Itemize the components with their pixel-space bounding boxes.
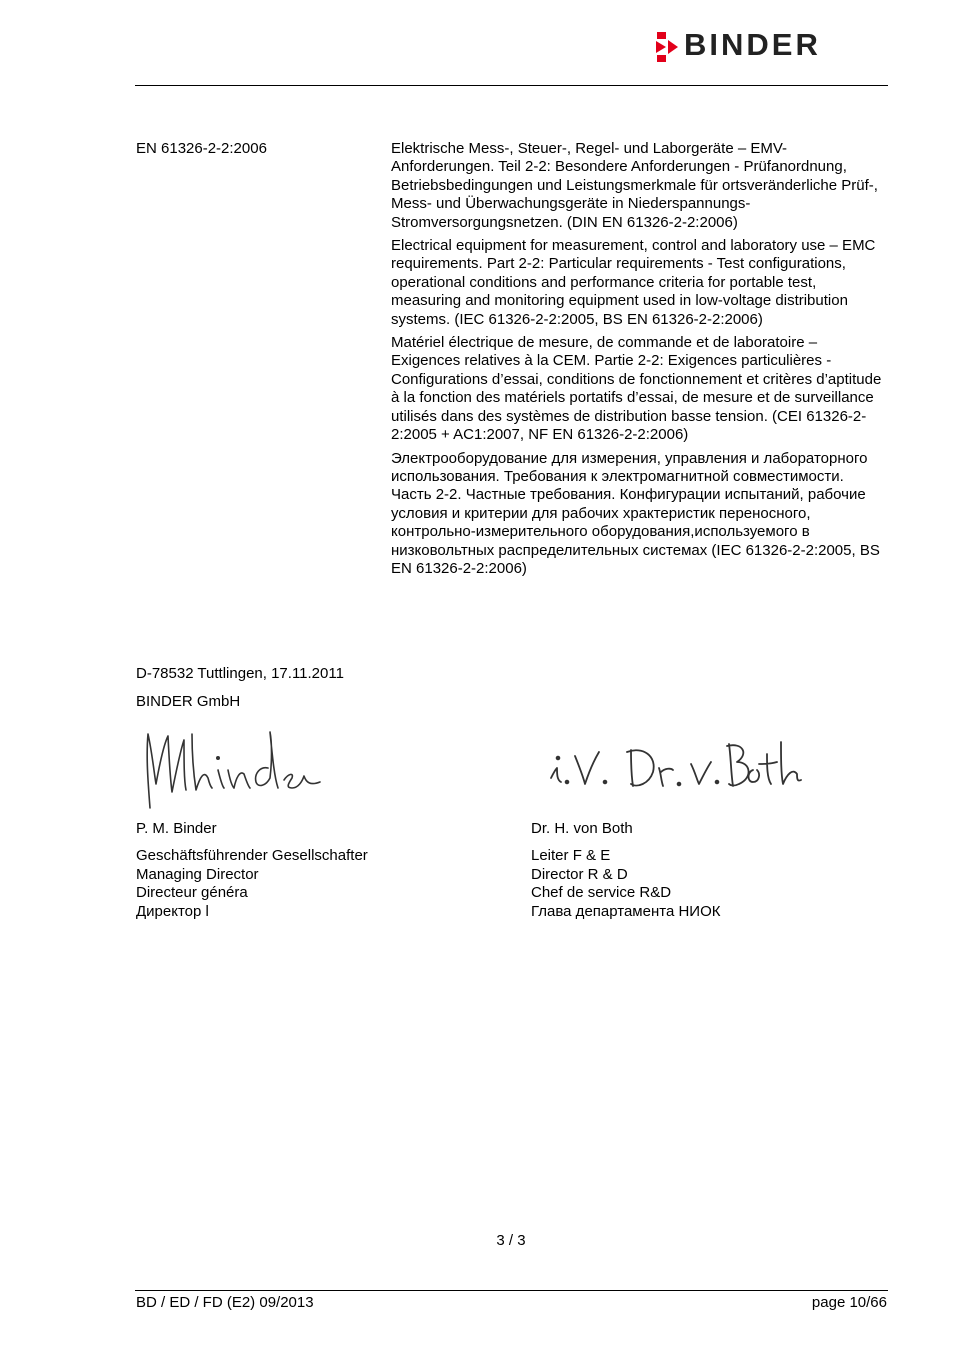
place-date: D-78532 Tuttlingen, 17.11.2011	[136, 665, 344, 682]
signatory-right-title-en: Director R & D	[531, 865, 628, 883]
standard-description-fr: Matériel électrique de mesure, de commande et de laboratoire – Exigences relatives à la CEM. Partie 2-2: Exigences particulières - Configurations d’essai, conditions de fonctionnement et critères d’aptitude à la fonction des matériels portatifs d’essai, de mesure et de surveillance utilisés dans des systèmes de distribution basse tension. (CEI 61326-2-2:2005 + AC1:2007, NF EN 61326-2-2:2006)	[391, 334, 882, 444]
footer-divider	[135, 1290, 888, 1291]
standard-descriptions	[391, 140, 888, 583]
signatory-right	[531, 820, 720, 921]
signature-left	[136, 722, 336, 814]
signatory-right-title-ru: Глава департамента НИОК	[531, 902, 721, 920]
footer-doc-ref: BD / ED / FD (E2) 09/2013	[136, 1294, 314, 1311]
binder-arrow-icon	[654, 30, 680, 64]
signatory-left-title-fr: Directeur généra	[136, 884, 248, 902]
standard-description-ru: Электрооборудование для измерения, управления и лабораторного использования. Требования к электромагнитной совместимости. Часть 2-2. Частные требования. Конфигурации испытаний, рабочие условия и критерии для рабочих храктеристик переносного, контрольно-измерительного оборудования,используемого в низковольтных распределительных системах (IEC 61326-2-2:2005, BS EN 61326-2-2:2006)	[391, 449, 880, 577]
brand-name: BINDER	[684, 27, 821, 62]
binder-logo	[654, 27, 888, 64]
signature-right	[545, 734, 805, 800]
standard-description-en: Electrical equipment for measurement, control and laboratory use – EMC requirements. Part 2-2: Particular requirements - Test configurations, operational conditions and performance criteria for portable test, measuring and monitoring equipment used in low-voltage distribution systems. (IEC 61326-2-2:2005, BS EN 61326-2-2:2006)	[391, 237, 876, 328]
standard-code: EN 61326-2-2:2006	[136, 140, 267, 157]
signatory-left	[136, 820, 368, 921]
signatory-left-title-ru: Директор l	[136, 902, 209, 920]
signatory-right-name: Dr. H. von Both	[531, 820, 633, 837]
company-name: BINDER GmbH	[136, 693, 241, 710]
footer-page-number: page 10/66	[811, 1294, 887, 1311]
signatory-right-title-de: Leiter F & E	[531, 847, 611, 865]
header-divider	[135, 85, 888, 86]
signatory-right-title-fr: Chef de service R&D	[531, 884, 672, 902]
sub-page-number: 3 / 3	[496, 1232, 526, 1249]
standard-description-de: Elektrische Mess-, Steuer-, Regel- und Laborgeräte – EMV-Anforderungen. Teil 2-2: Besondere Anforderungen - Prüfanordnung, Betriebsbedingungen und Leistungsmerkmale für ortsveränderliche Prüf-, Mess- und Überwachungsgeräte in Niederspannungs-Stromversorgungsnetzen. (DIN EN 61326-2-2:2006)	[391, 140, 878, 231]
signatory-left-title-de: Geschäftsführender Gesellschafter	[136, 847, 368, 865]
signatory-left-title-en: Managing Director	[136, 865, 259, 883]
signatory-left-name: P. M. Binder	[136, 820, 217, 837]
